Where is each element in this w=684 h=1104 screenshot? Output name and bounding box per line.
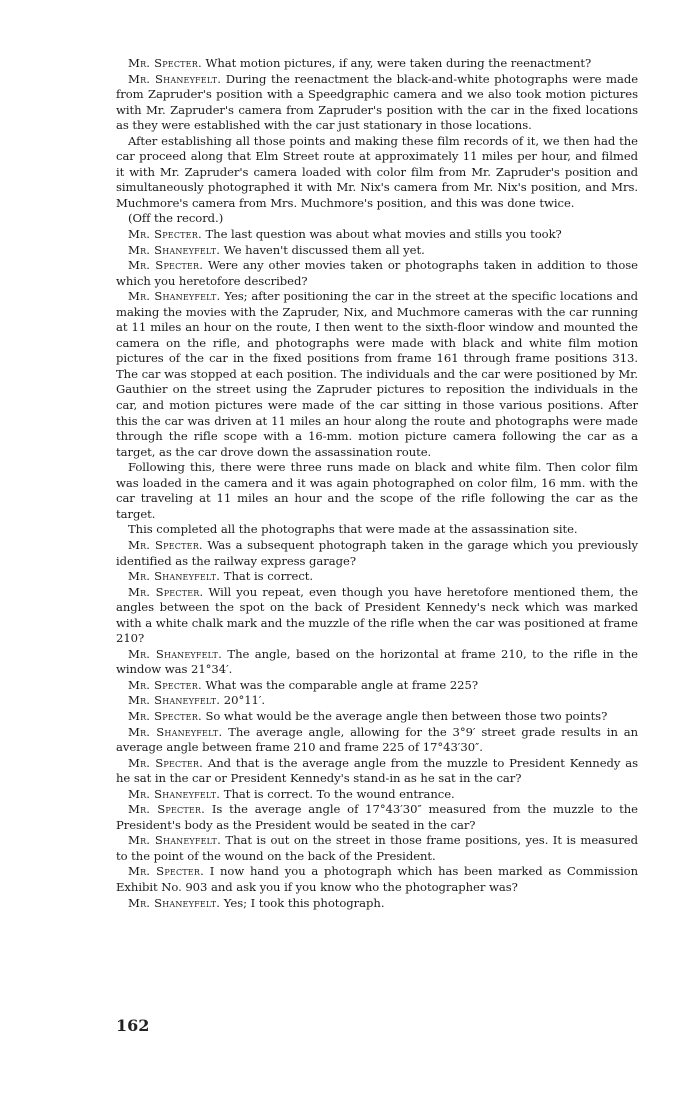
paragraph [116,522,638,538]
paragraph [116,72,638,134]
speaker-name: Mr. Shaneyfelt. [128,71,222,86]
speaker-name: Mr. Specter. [128,584,204,599]
speaker-name: Mr. Specter. [128,537,203,552]
paragraph-text: I now hand you a photograph which has been marked as Commission Exhibit No. 903 and ask you if you know who the photographer was? [116,864,638,894]
paragraph-text: That is correct. To the wound entrance. [220,786,455,801]
paragraph-text: After establishing all those points and making these film records of it, we then had the car proceed along that Elm Street route at approximately 11 miles per hour, and filmed it with Mr. Zapruder's camera loaded with color film from Mr. Zapruder's position and simultaneously photographed it with Mr. Nix's camera from Mr. Nix's position, and Mrs. Muchmore's camera from Mrs. Muchmore's position, and this was done twice. [116,133,638,210]
speaker-name: Mr. Specter. [128,56,202,70]
paragraph [116,678,638,694]
paragraph [116,896,638,912]
paragraph-text: During the reenactment the black-and-white photographs were made from Zapruder's position with a Speedgraphic camera and we also took motion pictures with Mr. Zapruder's camera from Zapruder's position with the car in the fixed locations as they were established with the car just stationary in those locations. [116,71,639,133]
speaker-name: Mr. Specter. [128,258,204,273]
speaker-name: Mr. Specter. [128,708,202,723]
paragraph [116,787,638,803]
paragraph [116,709,638,725]
speaker-name: Mr. Shaneyfelt. [128,895,221,910]
paragraph [116,864,638,895]
speaker-name: Mr. Shaneyfelt. [128,646,222,661]
paragraph [116,258,638,289]
speaker-name: Mr. Specter. [128,802,206,817]
paragraph-text: The last question was about what movies and stills you took? [201,227,562,242]
paragraph-text: Following this, there were three runs made on black and white film. Then color film was loaded in the camera and it was again photographed on color film, 16 mm. with the car traveling at 11 miles an hour and the scope of the rifle following the car as the target. [116,460,638,521]
paragraph-text: (Off the record.) [128,211,224,226]
speaker-name: Mr. Specter. [128,677,202,692]
paragraph-text: This completed all the photographs that were made at the assassination site. [128,522,578,537]
paragraph [116,802,638,833]
paragraph-text: Were any other movies taken or photographs taken in addition to those which you heretofore described? [116,258,638,288]
paragraph-text: Yes; I took this photograph. [220,895,385,910]
paragraph-text: 20°11′. [220,693,266,708]
speaker-name: Mr. Shaneyfelt. [128,569,221,584]
speaker-name: Mr. Specter. [128,864,204,879]
speaker-name: Mr. Shaneyfelt. [128,833,221,848]
paragraph [116,756,638,787]
paragraph-text: Yes; after positioning the car in the street at the specific locations and making the movies with the Zapruder, Nix, and Muchmore cameras with the car running at 11 miles an hour on the route, I then went to the sixth-floor window and mounted the camera on the rifle, and photographs were made with black and white film motion pictures of the car in the fixed positions from frame 161 through frame positions 313. The car was stopped at each position. The individuals and the car were positioned by Mr. Gauthier on the street using the Zapruder pictures to reposition the individuals in the car, and motion pictures were made of the car sitting in those various positions. After this the car was driven at 11 miles an hour along the route and photographs were made through the rifle scope with a 16-mm. motion picture camera following the car as a target, as the car drove down the assassination route. [116,289,639,459]
paragraph [116,585,638,647]
speaker-name: Mr. Specter. [128,227,202,242]
paragraph-text: What was the comparable angle at frame 225? [201,677,478,692]
paragraph [116,569,638,585]
page-number: 162 [116,1016,150,1035]
paragraph [116,460,638,522]
paragraph-text: We haven't discussed them all yet. [220,242,425,257]
paragraph [116,693,638,709]
paragraph-text: The average angle, allowing for the 3°9′ street grade results in an average angle between frame 210 and frame 225 of 17°43′30″. [116,724,638,755]
paragraph [116,56,638,72]
speaker-name: Mr. Shaneyfelt. [128,242,221,257]
speaker-name: Mr. Shaneyfelt. [128,693,221,708]
paragraph [116,725,638,756]
paragraph-text: So what would be the average angle then between those two points? [201,708,608,723]
paragraph [116,289,638,460]
paragraph-text: What motion pictures, if any, were taken during the reenactment? [201,56,592,70]
paragraph-text: Is the average angle of 17°43′30″ measured from the muzzle to the President's body as the President would be seated in the car? [116,802,638,832]
paragraph [116,211,638,227]
paragraph [116,833,638,864]
speaker-name: Mr. Shaneyfelt. [128,289,221,304]
transcript-body [116,56,638,911]
paragraph-text: That is out on the street in those frame positions, yes. It is measured to the point of the wound on the back of the President. [116,833,638,863]
paragraph [116,538,638,569]
paragraph-text: The angle, based on the horizontal at frame 210, to the rifle in the window was 21°34′. [116,646,638,677]
paragraph [116,134,638,212]
speaker-name: Mr. Specter. [128,755,204,770]
paragraph-text: Will you repeat, even though you have heretofore mentioned them, the angles between the spot on the back of President Kennedy's neck which was marked with a white chalk mark and the muzzle of the rifle when the car was positioned at frame 210? [116,584,638,646]
speaker-name: Mr. Shaneyfelt. [128,724,223,739]
speaker-name: Mr. Shaneyfelt. [128,786,221,801]
paragraph-text: And that is the average angle from the muzzle to President Kennedy as he sat in the car or President Kennedy's stand-in as he sat in the car? [116,755,638,786]
paragraph [116,227,638,243]
paragraph [116,647,638,678]
paragraph [116,243,638,259]
paragraph-text: Was a subsequent photograph taken in the garage which you previously identified as the railway express garage? [116,537,638,568]
paragraph-text: That is correct. [220,569,314,584]
